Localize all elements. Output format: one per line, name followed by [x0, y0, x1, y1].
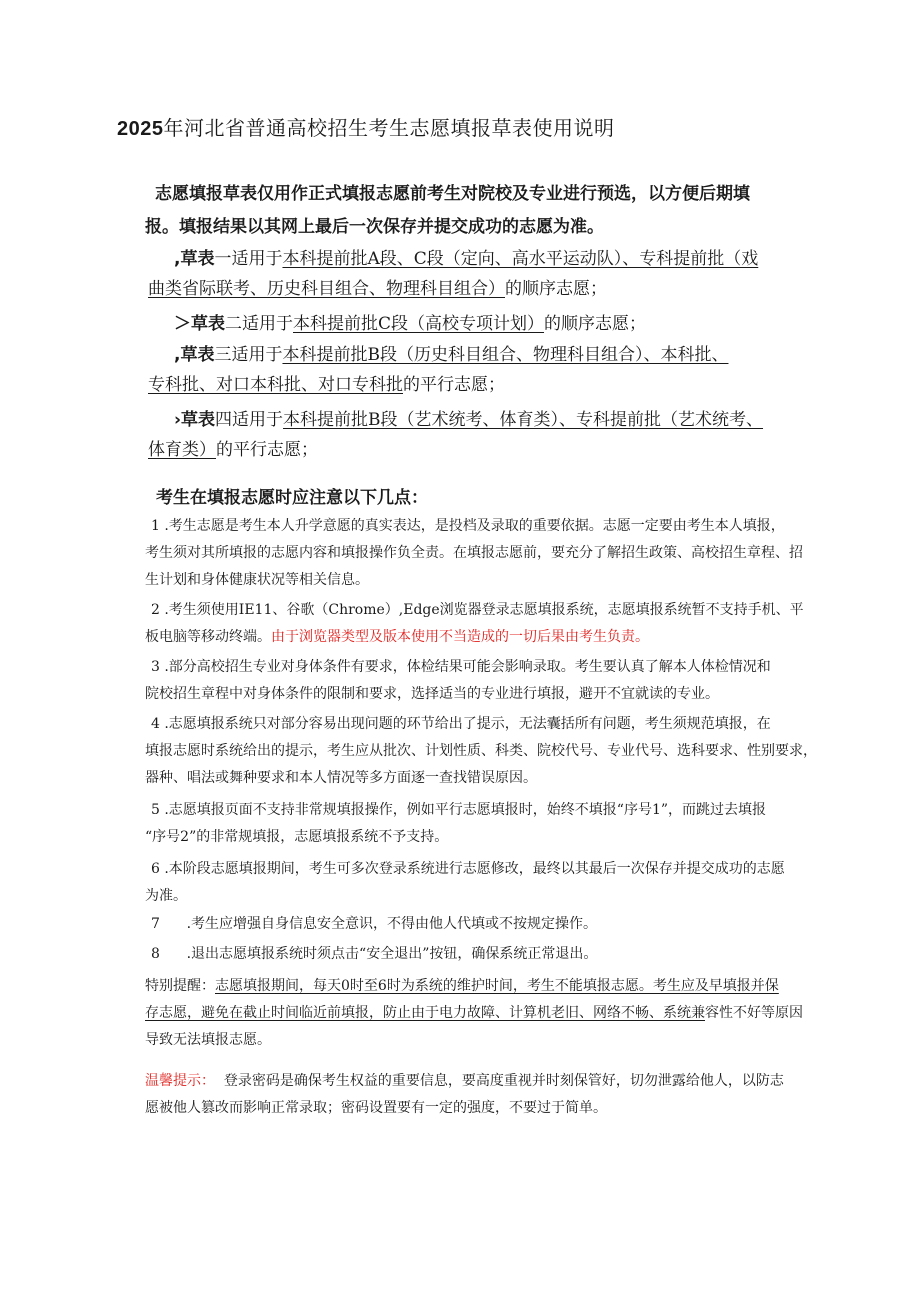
draft-pre: 适用于	[232, 410, 284, 430]
draft-scope: 本科提前批A段、C段（定向、高水平运动队）、专科提前批（戏	[282, 249, 759, 269]
draft-item-3	[148, 340, 828, 400]
title-text: 年河北省普通高校招生考生志愿填报草表使用说明	[163, 116, 615, 140]
warm-text: 愿被他人篡改而影响正常录取；密码设置要有一定的强度，不要过于简单。	[145, 1100, 607, 1116]
bullet-mark: ,	[174, 249, 181, 269]
warm-text: 登录密码是确保考生权益的重要信息，要高度重视并时刻保管好，切勿泄露给他人，以防志	[223, 1073, 784, 1089]
draft-scope: 本科提前批B段（历史科目组合、物理科目组合）、本科批、	[282, 345, 729, 365]
draft-scope-cont: 曲类省际联考、历史科目组合、物理科目组合）	[148, 279, 505, 299]
intro-line-1: 志愿填报草表仅用作正式填报志愿前考生对院校及专业进行预选，以方便后期填	[155, 184, 750, 204]
draft-scope: 本科提前批B段（艺术统考、体育类）、专科提前批（艺术统考、	[283, 410, 764, 430]
special-text: 志愿填报期间，每天0时至6时为系统的维护时间，考生不能填报志愿。考生应及早填报并保	[215, 978, 779, 994]
draft-name: 草表	[180, 249, 215, 269]
draft-type: 的顺序志愿；	[544, 314, 647, 334]
note-line: 院校招生章程中对身体条件的限制和要求，选择适当的专业进行填报，避开不宜就读的专业。	[145, 686, 719, 702]
warm-tip	[145, 1068, 825, 1122]
draft-pre: 适用于	[242, 314, 293, 334]
note-line: 5 .志愿填报页面不支持非常规填报操作，例如平行志愿填报时，始终不填报“序号1”，而跳过去填报	[151, 802, 767, 818]
note-item-8	[145, 941, 825, 968]
note-line: 4 .志愿填报系统只对部分容易出现问题的环节给出了提示，无法囊括所有问题，考生须规范填报，在	[151, 716, 771, 732]
note-item-6	[145, 856, 825, 910]
note-line: 8 .退出志愿填报系统时须点击“安全退出”按钮，确保系统正常退出。	[151, 946, 598, 962]
note-line: “序号2”的非常规填报，志愿填报系统不予支持。	[145, 829, 449, 845]
note-line: 器种、唱法或舞种要求和本人情况等多方面逐一查找错误原因。	[145, 770, 537, 786]
draft-type: 的平行志愿；	[216, 440, 318, 460]
note-line: 7 .考生应增强自身信息安全意识，不得由他人代填或不按规定操作。	[151, 916, 598, 932]
note-line: 3 .部分高校招生专业对身体条件有要求，体检结果可能会影响录取。考生要认真了解本人体检情况和	[151, 659, 771, 675]
title-year: 2025	[117, 118, 164, 140]
draft-name: 草表	[181, 410, 216, 430]
draft-number: 三	[214, 345, 232, 365]
note-line: 1 .考生志愿是考生本人升学意愿的真实表达，是投档及录取的重要依据。志愿一定要由考生本人填报，	[151, 518, 785, 534]
draft-type: 的平行志愿；	[403, 375, 505, 395]
page-title	[117, 112, 615, 141]
note-line: 填报志愿时系统给出的提示，考生应从批次、计划性质、科类、院校代号、专业代号、选科要求、性别要求，	[145, 743, 817, 759]
bullet-mark: ＞	[174, 314, 191, 334]
draft-name: 草表	[180, 345, 215, 365]
special-label: 特别提醒：	[145, 978, 215, 994]
note-item-4	[145, 711, 825, 792]
draft-item-4	[148, 405, 828, 465]
note-item-5	[145, 797, 825, 851]
note-line: 2 .考生须使用IE11、谷歌（Chrome）,Edge浏览器登录志愿填报系统，志愿填报系统暂不支持手机、平	[151, 602, 804, 618]
notes-heading: 考生在填报志愿时应注意以下几点：	[156, 488, 428, 508]
bullet-mark: ›	[174, 410, 182, 430]
special-text: 容性不好等原因	[705, 1005, 803, 1021]
note-line: 为准。	[145, 888, 187, 904]
note-item-7	[145, 911, 825, 938]
intro-line-2: 报。填报结果以其网上最后一次保存并提交成功的志愿为准。	[145, 217, 604, 237]
special-text: 导致无法填报志愿。	[145, 1032, 271, 1048]
browser-warning: 由于浏览器类型及版本使用不当造成的一切后果由考生负责。	[271, 629, 649, 645]
draft-item-1	[148, 244, 828, 304]
note-item-3	[145, 654, 825, 708]
draft-pre: 适用于	[231, 249, 283, 269]
note-line: 板电脑等移动终端。	[145, 629, 271, 645]
draft-type: 的顺序志愿；	[505, 279, 607, 299]
note-item-2	[145, 597, 825, 651]
note-item-1	[145, 513, 825, 594]
note-line: 6 .本阶段志愿填报期间，考生可多次登录系统进行志愿修改，最终以其最后一次保存并提交成功的志愿	[151, 861, 785, 877]
draft-scope-cont: 体育类）	[148, 440, 216, 460]
draft-scope: 本科提前批C段（高校专项计划）	[293, 314, 545, 334]
note-line: 考生须对其所填报的志愿内容和填报操作负全责。在填报志愿前，要充分了解招生政策、高校招生章程、招	[145, 545, 803, 561]
special-reminder	[145, 973, 825, 1054]
draft-scope-cont: 专科批、对口本科批、对口专科批	[148, 375, 403, 395]
draft-name: 草表	[191, 314, 225, 334]
draft-number: 二	[225, 314, 242, 334]
warm-label: 温馨提示：	[145, 1073, 215, 1089]
bullet-mark: ,	[174, 345, 181, 365]
note-line: 生计划和身体健康状况等相关信息。	[145, 572, 369, 588]
draft-number: 四	[215, 410, 233, 430]
intro-paragraph	[145, 178, 825, 244]
special-text: 存志愿，避免在截止时间临近前填报，防止由于电力故障、计算机老旧、网络不畅、系统兼	[145, 1005, 705, 1021]
draft-item-2	[148, 309, 828, 339]
draft-number: 一	[214, 249, 232, 269]
draft-pre: 适用于	[231, 345, 283, 365]
